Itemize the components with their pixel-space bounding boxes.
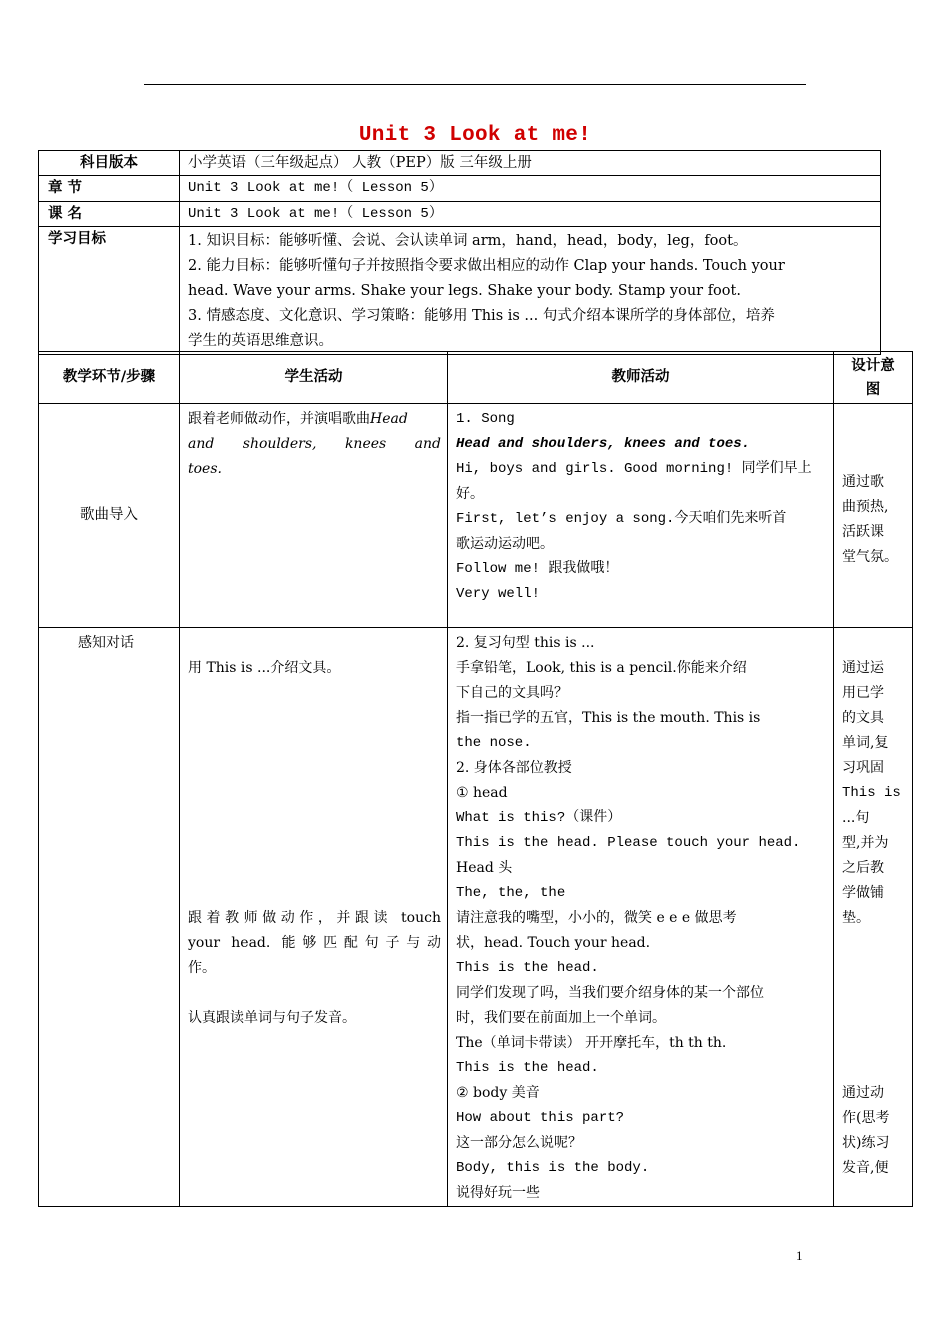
intent-line: 单词,复 (842, 735, 889, 751)
student-activity-dialogue (180, 628, 448, 1207)
teacher-line: 下自己的文具吗？ (456, 685, 568, 701)
intent-line: 之后教 (842, 860, 884, 876)
student-activity-song (180, 404, 448, 628)
student-line (188, 407, 441, 432)
intent-line: 垫。 (842, 910, 870, 926)
teacher-line: 请注意我的嘴型，小小的，微笑 e e e 做思考 (456, 910, 737, 926)
step-dialogue-perception (39, 628, 180, 1207)
header-student-activity: 学生活动 (180, 352, 448, 404)
teacher-line: 2. 身体各部位教授 (456, 760, 572, 776)
header-teacher-activity: 教师活动 (448, 352, 834, 404)
intent-line: 学做铺 (842, 885, 884, 901)
teacher-line: This is the head. (456, 1060, 599, 1076)
chapter-value: Unit 3 Look at me!（ Lesson 5） (180, 176, 881, 202)
header-rule (144, 84, 806, 85)
goal-line: 2. 能力目标：能够听懂句子并按照指令要求做出相应的动作 Clap your hands. Touch your (188, 258, 785, 274)
teacher-line: The, the, the (456, 885, 566, 901)
intent-line: ...句 (842, 810, 870, 826)
intent-line: 曲预热, (842, 498, 889, 515)
teacher-line: 好。 (456, 486, 484, 502)
teacher-line: 同学们发现了吗，当我们要介绍身体的某一个部位 (456, 985, 764, 1001)
teacher-line: 2. 复习句型 this is ... (456, 635, 595, 651)
teacher-line: 指一指已学的五官，This is the mouth. This is (456, 710, 761, 726)
teacher-line: First, let’s enjoy a song.今天咱们先来听首 (456, 511, 787, 527)
teacher-line: the nose. (456, 735, 532, 751)
intent-line: 状)练习 (842, 1135, 890, 1151)
student-line: 用 This is ...介绍文具。 (188, 660, 341, 676)
intent-line: 习巩固 (842, 760, 884, 776)
teacher-line: The（单词卡带读） 开开摩托车，th th th. (456, 1035, 727, 1051)
goal-line: head. Wave your arms. Shake your legs. Shake your body. Stamp your foot. (188, 283, 741, 299)
song-title-part: toes. (188, 461, 222, 477)
teacher-line: ② body 美音 (456, 1085, 540, 1101)
intent-line: 活跃课 (842, 523, 884, 540)
teacher-line: How about this part? (456, 1110, 625, 1126)
intent-line: 的文具 (842, 710, 884, 726)
step-dialogue-perception-label: 感知对话 (78, 635, 134, 651)
teacher-line: 手拿铅笔，Look, this is a pencil.你能来介绍 (456, 660, 747, 676)
document-title: Unit 3 Look at me! (358, 124, 592, 147)
teacher-activity-song (448, 404, 834, 628)
teacher-line: What is this?（课件） (456, 810, 622, 826)
step-song-intro-label: 歌曲导入 (80, 507, 138, 523)
intent-line: 通过运 (842, 660, 884, 676)
song-title-part: Head (370, 411, 408, 427)
student-line: 认真跟读单词与句子发音。 (188, 1010, 356, 1026)
edition-label: 科目版本 (39, 151, 180, 176)
intent-line: 型,并为 (842, 835, 889, 851)
header-design-intent-label: 设计意图 (851, 357, 895, 398)
goal-line: 1. 知识目标：能够听懂、会说、会认读单词 arm，hand，head，body，leg，foot。 (188, 233, 748, 249)
header-design-intent (834, 352, 913, 404)
teacher-line: Follow me! 跟我做哦！ (456, 561, 619, 577)
teacher-line: ① head (456, 785, 508, 801)
teacher-line: Very well! (456, 586, 541, 602)
edition-value: 小学英语（三年级起点） 人教（PEP）版 三年级上册 (180, 151, 881, 176)
intent-line: 堂气氛。 (842, 548, 898, 565)
student-line: your head. 能够匹配句子与动 (188, 935, 441, 951)
teacher-line: 时，我们要在前面加上一个单词。 (456, 1010, 666, 1026)
teacher-line: 歌运动运动吧。 (456, 536, 554, 552)
lesson-label: 课 名 (39, 202, 180, 227)
learning-goals (180, 227, 881, 355)
teacher-line: This is the head. Please touch your head. (456, 835, 801, 851)
intent-line: 通过动 (842, 1085, 884, 1101)
teacher-line: This is the head. (456, 960, 599, 976)
teacher-line: Body, this is the body. (456, 1160, 650, 1176)
goal-line: 3. 情感态度、文化意识、学习策略：能够用 This is ... 句式介绍本课所学的身体部位，培养 (188, 308, 775, 324)
goals-label: 学习目标 (39, 227, 180, 355)
goal-line: 学生的英语思维意识。 (188, 333, 333, 349)
header-step: 教学环节/步骤 (39, 352, 180, 404)
student-line: 跟着教师做动作，并跟读 touch (188, 910, 441, 926)
teacher-line: 1. Song (456, 411, 515, 427)
chapter-label: 章 节 (39, 176, 180, 202)
student-line: 作。 (188, 960, 216, 976)
intent-line: 发音,便 (842, 1160, 889, 1176)
intent-line: 作(思考 (842, 1110, 890, 1126)
student-text: 跟着老师做动作，并演唱歌曲 (188, 411, 370, 427)
intent-line: 通过歌 (842, 473, 884, 490)
lesson-info-table (38, 150, 881, 355)
design-intent-dialogue (834, 628, 913, 1207)
teacher-line: Head 头 (456, 860, 513, 876)
teacher-line: 这一部分怎么说呢？ (456, 1135, 582, 1151)
intent-line: 用已学 (842, 685, 884, 701)
teacher-line: 状，head. Touch your head. (456, 935, 651, 951)
intent-line: This is (842, 785, 901, 801)
teacher-line: 说得好玩一些 (456, 1185, 540, 1201)
song-title-part: and shoulders, knees and (188, 436, 441, 452)
page-number: 1 (796, 1248, 803, 1263)
step-song-intro (39, 404, 180, 628)
teacher-activity-dialogue (448, 628, 834, 1207)
song-title: Head and shoulders, knees and toes. (456, 436, 751, 452)
teacher-line: Hi, boys and girls. Good morning! 同学们早上 (456, 461, 812, 477)
design-intent-song (834, 404, 913, 628)
lesson-value: Unit 3 Look at me!（ Lesson 5） (180, 202, 881, 227)
activities-table (38, 351, 913, 1207)
